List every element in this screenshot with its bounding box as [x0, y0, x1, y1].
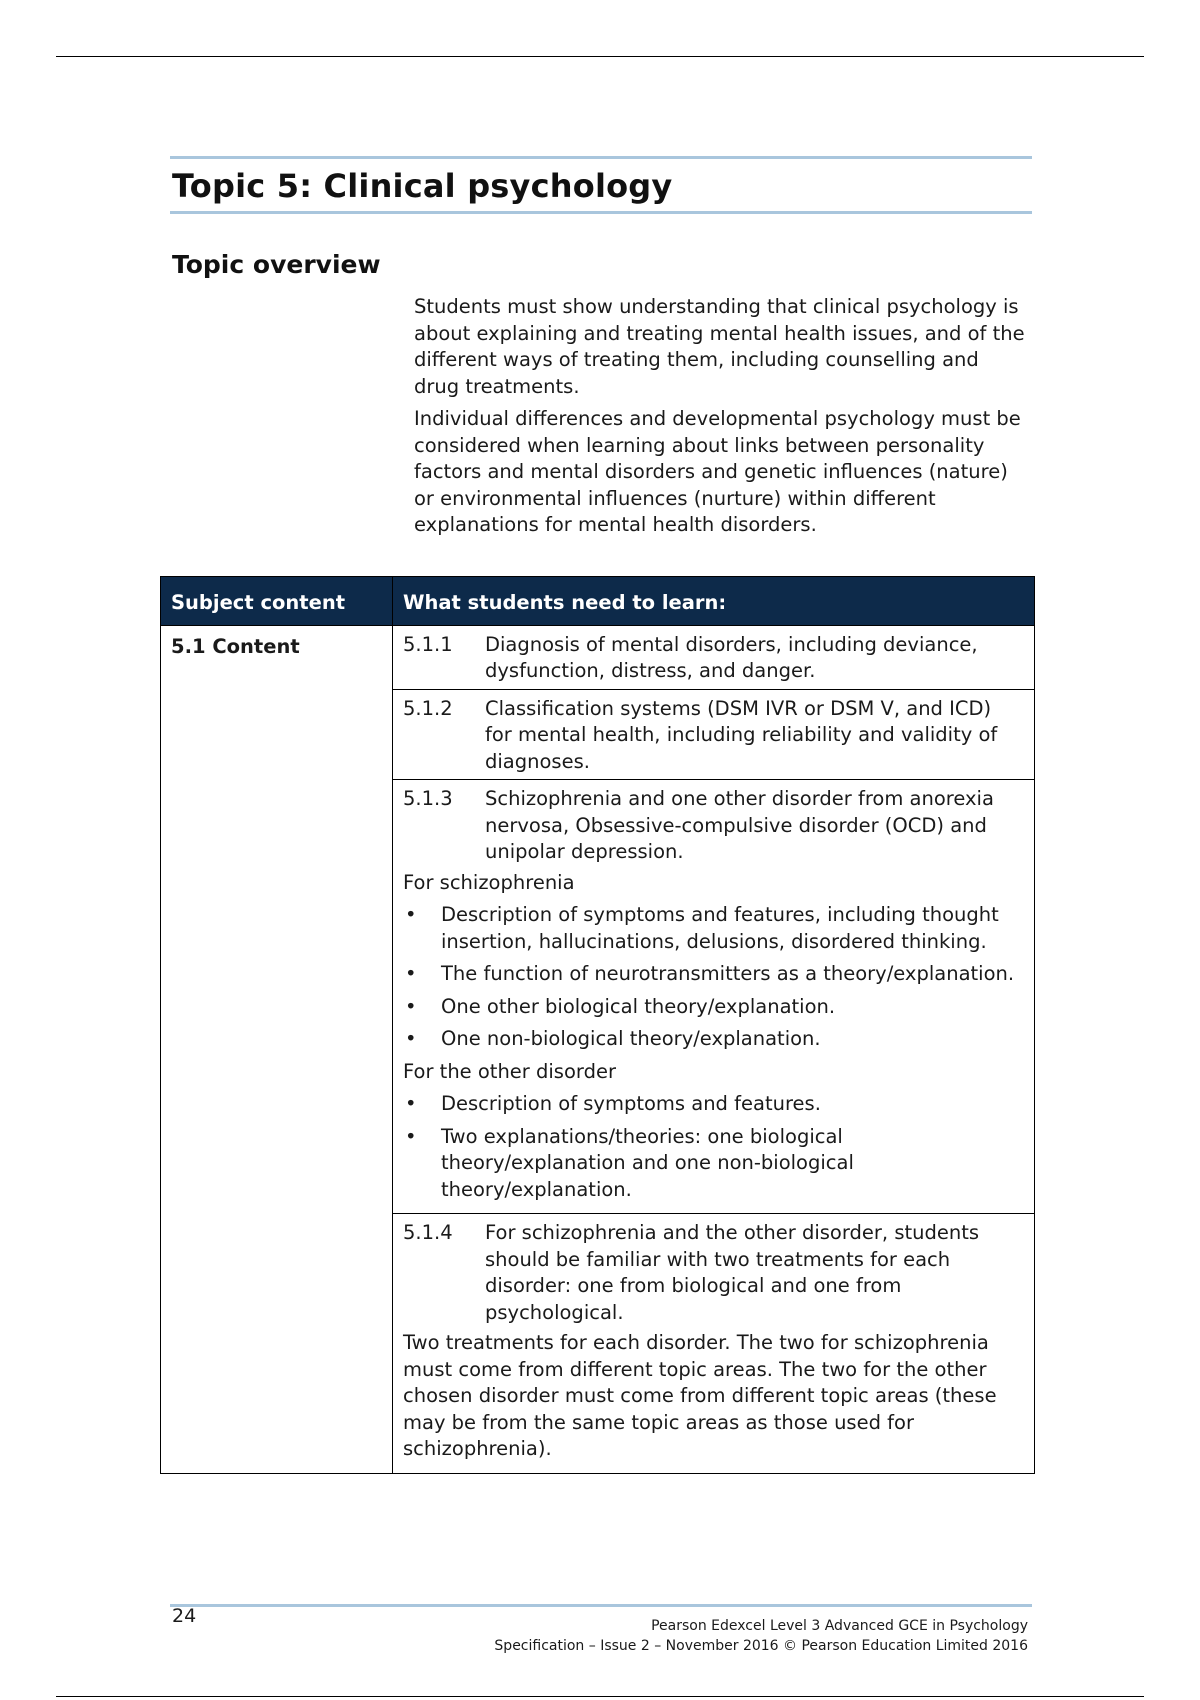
- bullet-icon: •: [405, 903, 417, 926]
- list-item: [403, 1026, 1024, 1053]
- item-number: 5.1.4: [403, 1221, 453, 1244]
- bullet-icon: •: [405, 994, 417, 1018]
- item-number: 5.1.2: [403, 696, 453, 720]
- item-text: For schizophrenia and the other disorder, students should be familiar with two treatments for each disorder: one from biological and one from psychological.: [485, 1221, 980, 1324]
- title-block: [170, 156, 1032, 214]
- item-text: Classification systems (DSM IVR or DSM V, and ICD) for mental health, including reliability and validity of diagnoses.: [485, 696, 998, 773]
- bullet-text: One non-biological theory/explanation.: [441, 1027, 821, 1050]
- item-5-1-3: [393, 780, 1035, 1214]
- list-item: [403, 961, 1024, 988]
- list-item: [403, 902, 1024, 955]
- bullet-icon: •: [405, 1092, 417, 1115]
- overview-text: [414, 294, 1026, 545]
- header-subject-content: Subject content: [161, 577, 393, 626]
- schizophrenia-heading: For schizophrenia: [403, 870, 575, 894]
- bullet-text: Description of symptoms and features, including thought insertion, hallucinations, delusions, disordered thinking.: [441, 903, 999, 953]
- footer-text: [494, 1616, 1028, 1656]
- table-row: [161, 625, 1035, 689]
- page-title: Topic 5: Clinical psychology: [172, 167, 673, 205]
- item-number: 5.1.3: [403, 787, 453, 810]
- bullet-text: The function of neurotransmitters as a theory/explanation.: [441, 962, 1015, 985]
- bullet-text: Description of symptoms and features.: [441, 1092, 821, 1115]
- title-rule-bottom: [170, 211, 1032, 214]
- footer-rule: [170, 1604, 1032, 1607]
- item-5-1-1: [393, 625, 1035, 689]
- item-text: Schizophrenia and one other disorder from anorexia nervosa, Obsessive-compulsive disorder (OCD) and unipolar depression.: [485, 787, 994, 863]
- schizophrenia-bullets: [403, 902, 1024, 1053]
- overview-paragraph: Individual differences and developmental psychology must be considered when learning about links between personality factors and mental disorders and genetic influences (nature) or environmental influences (nurture) within different explanations for mental health disorders.: [414, 407, 1021, 536]
- overview-heading: Topic overview: [172, 250, 381, 279]
- bottom-rule: [56, 1696, 1144, 1697]
- other-disorder-bullets: [403, 1091, 1024, 1203]
- top-rule: [56, 56, 1144, 57]
- list-item: [403, 1091, 1024, 1118]
- list-item: [403, 994, 1024, 1021]
- bullet-icon: •: [405, 1124, 417, 1148]
- bullet-icon: •: [405, 962, 417, 985]
- item-5-1-2: [393, 689, 1035, 780]
- content-table: [160, 576, 1035, 1474]
- page-number: 24: [172, 1605, 197, 1627]
- overview-paragraph: Students must show understanding that clinical psychology is about explaining and treating mental health issues, and of the different ways of treating them, including counselling and drug treatments.: [414, 295, 1025, 398]
- footer-line-2: Specification – Issue 2 – November 2016 © Pearson Education Limited 2016: [494, 1638, 1028, 1654]
- item-number: 5.1.1: [403, 632, 453, 656]
- bullet-text: One other biological theory/explanation.: [441, 994, 836, 1018]
- other-disorder-heading: For the other disorder: [403, 1059, 616, 1083]
- footer-line-1: Pearson Edexcel Level 3 Advanced GCE in Psychology: [651, 1618, 1028, 1634]
- subject-label: 5.1 Content: [161, 625, 393, 1473]
- item-text: Diagnosis of mental disorders, including deviance, dysfunction, distress, and danger.: [485, 632, 978, 682]
- table-header-row: [161, 577, 1035, 626]
- list-item: [403, 1124, 1024, 1204]
- header-what-to-learn: What students need to learn:: [393, 577, 1035, 626]
- bullet-text: Two explanations/theories: one biological theory/explanation and one non-biological theory/explanation.: [441, 1124, 854, 1201]
- item-5-1-4: [393, 1214, 1035, 1474]
- bullet-icon: •: [405, 1027, 417, 1050]
- treatments-note: Two treatments for each disorder. The two for schizophrenia must come from different topic areas. The two for the other chosen disorder must come from different topic areas (these may be from the same topic areas as those used for schizophrenia).: [403, 1331, 997, 1460]
